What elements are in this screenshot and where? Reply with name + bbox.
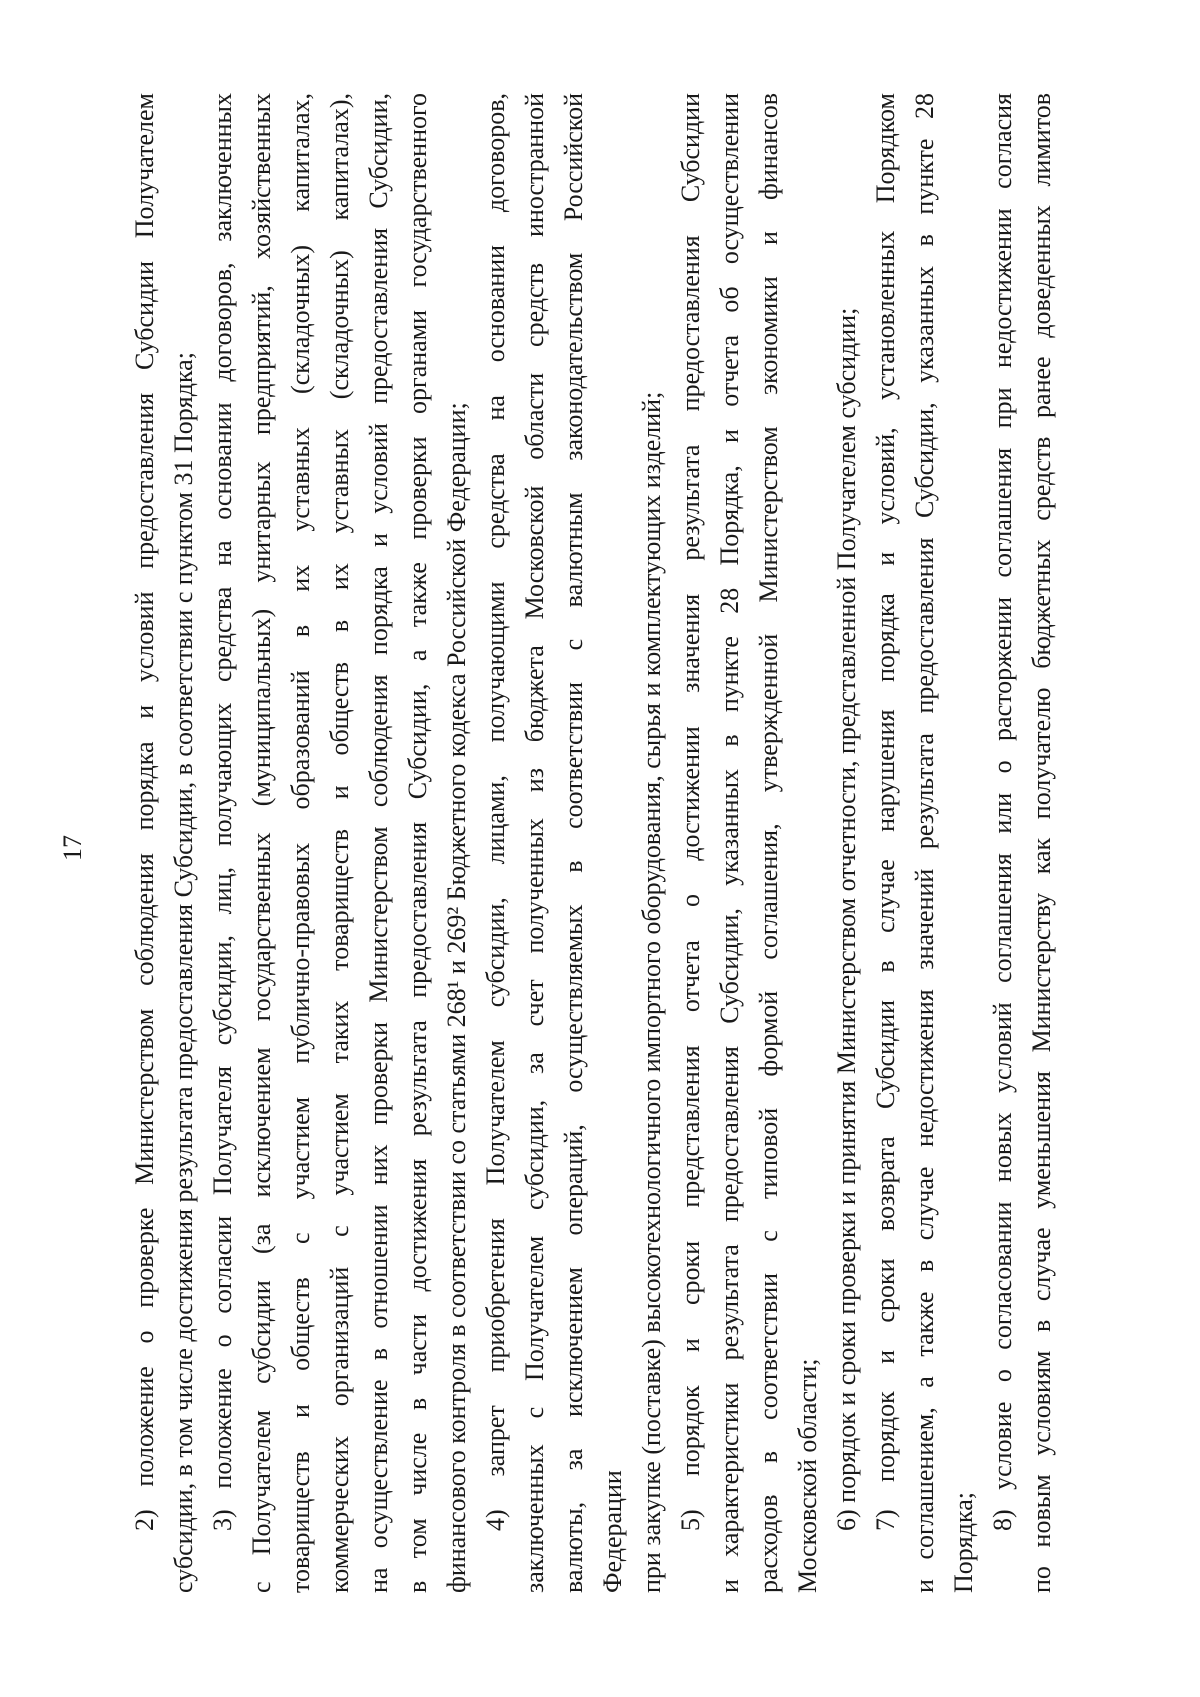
text-line: финансового контроля в соответствии со статьями 268¹ и 269² Бюджетного кодекса Российской Федерации; (442, 402, 471, 1593)
text-line: 5) порядок и сроки представления отчета о достижении значения результата предоставления Субсидии (676, 93, 705, 1531)
text-line: по новым условиям в случае уменьшения Министерству как получателю бюджетных средств ранее доведенных лимитов (1027, 93, 1056, 1593)
text-line: товариществ и обществ с участием публично-правовых образований в их уставных (складочных) капиталах, (286, 93, 315, 1593)
text-line: 2) положение о проверке Министерством соблюдения порядка и условий предоставления Субсидии Получателем (130, 93, 159, 1531)
text-line: Федерации (598, 1470, 627, 1593)
text-line: расходов в соответствии с типовой формой соглашения, утвержденной Министерством экономики и финансов (754, 93, 783, 1593)
text-line: заключенных с Получателем субсидии, за счет полученных из бюджета Московской области средств иностранной (520, 93, 549, 1593)
text-line: Порядка; (949, 1492, 978, 1593)
text-line: на осуществление в отношении них проверки Министерством соблюдения порядка и условий предоставления Субсидии, (364, 93, 393, 1593)
text-line: в том числе в части достижения результата предоставления Субсидии, а также проверки органами государственного (403, 93, 432, 1593)
text-line: субсидии, в том числе достижения результата предоставления Субсидии, в соответствии с пунктом 31 Порядка; (169, 352, 198, 1593)
text-line: 8) условие о согласовании новых условий соглашения или о расторжении соглашения при недостижении согласия (988, 93, 1017, 1531)
document-body (125, 93, 1061, 1593)
text-line: 6) порядок и сроки проверки и принятия Министерством отчетности, представленной Получателем субсидии; (832, 307, 861, 1531)
text-line: и характеристики результата предоставления Субсидии, указанных в пункте 28 Порядка, и отчета об осуществлении (715, 93, 744, 1593)
text-line: и соглашением, а также в случае недостижения значений результата предоставления Субсидии, указанных в пункте 28 (910, 93, 939, 1593)
text-line: 3) положение о согласии Получателя субсидии, лиц, получающих средства на основании договоров, заключенных (208, 93, 237, 1531)
text-line: 7) порядок и сроки возврата Субсидии в случае нарушения порядка и условий, установленных Порядком (871, 93, 900, 1531)
text-line: 4) запрет приобретения Получателем субсидии, лицами, получающими средства на основании договоров, (481, 93, 510, 1531)
text-line: валюты, за исключением операций, осуществляемых в соответствии с валютным законодательством Российской (559, 93, 588, 1593)
text-line: с Получателем субсидии (за исключением государственных (муниципальных) унитарных предприятий, хозяйственных (247, 93, 276, 1593)
text-line: коммерческих организаций с участием таких товариществ и обществ в их уставных (складочных) капиталах), (325, 93, 354, 1593)
text-line: при закупке (поставке) высокотехнологичного импортного оборудования, сырья и комплектующих изделий; (637, 391, 666, 1593)
rotated-page (50, 48, 1150, 1648)
page-number: 17 (58, 835, 87, 861)
text-line: Московской области; (793, 1358, 822, 1593)
